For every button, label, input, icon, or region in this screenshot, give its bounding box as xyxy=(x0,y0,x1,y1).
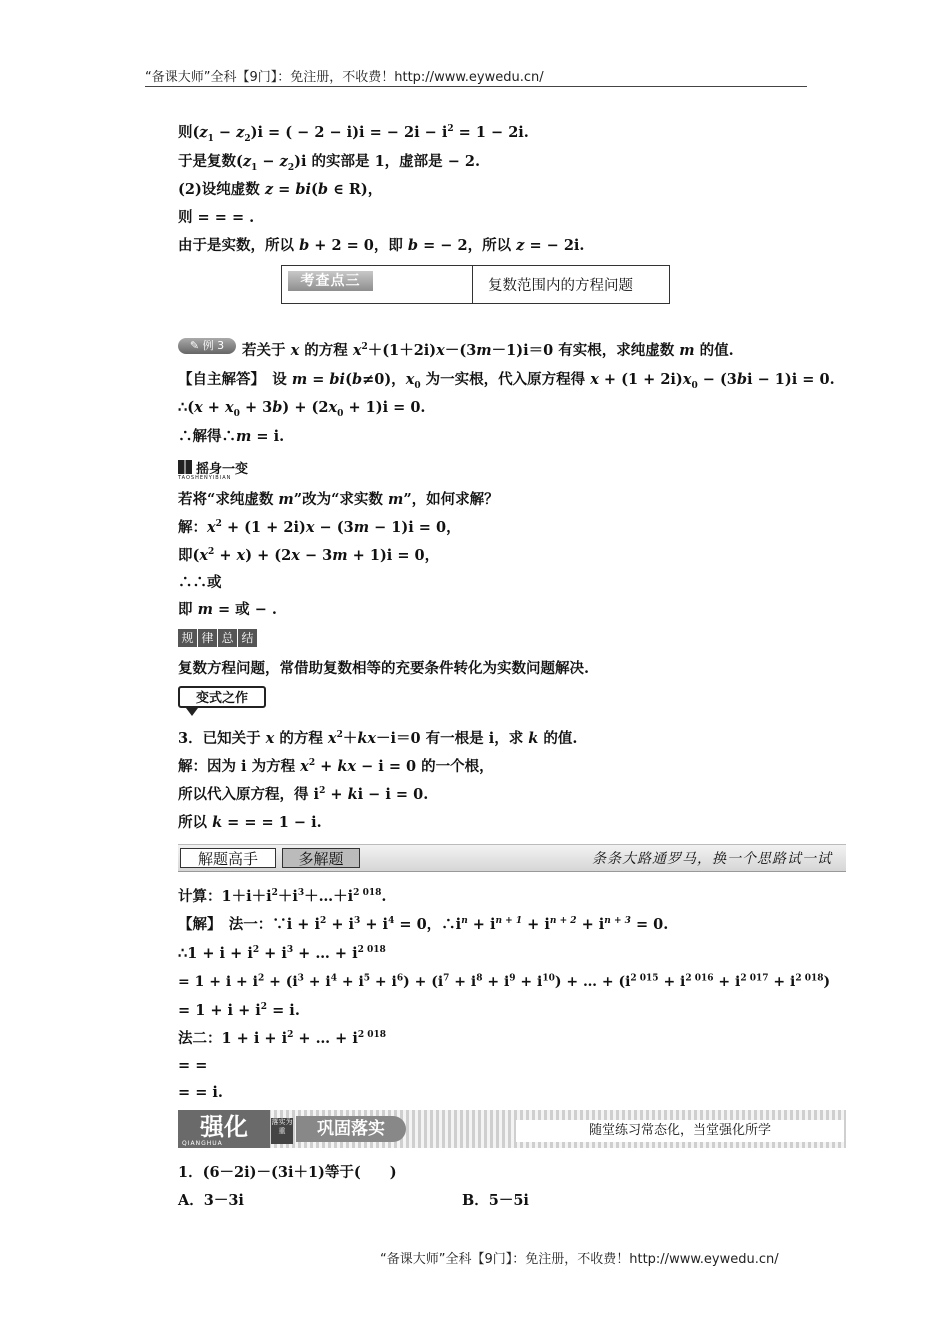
method-2-line-3: = = i. xyxy=(178,1084,223,1101)
example-answer-1: 【自主解答】 设 m = bi(b≠0)，$x_0$ 为一实根，代入原方程得 $x + (1 + 2i)x_0 - (3bi - 1)i = 0$. xyxy=(178,371,835,391)
kaodian-divider xyxy=(472,266,473,303)
method-2-line-2: = = xyxy=(178,1057,208,1074)
method-1-line-2: ∴1 + $i + i^2 + i^3$ + … + $i^{2 018}$ xyxy=(178,945,386,962)
qianghua-slogan: 随堂练习常态化，当堂强化所学 xyxy=(516,1120,844,1142)
duojie-label: 多解题 xyxy=(282,848,360,868)
jieti-slogan: 条条大路通罗马，换一个思路试一试 xyxy=(592,851,832,867)
bianshi-question: 3．已知关于 x 的方程 $x^2+kx-i=0$ 有一根是 i，求 k 的值. xyxy=(178,730,578,747)
page-header: “备课大师”全科【9门】：免注册，不收费！http://www.eywedu.cn/ xyxy=(145,70,544,85)
line-z1z2-product: 则$(z_1 - z_2)i$ = ( − 2 − i)i = − $2i - i^2 = 1 - 2i$. xyxy=(178,124,529,144)
example-answer-2: ∴(x + $x_0 + 3b) + (2x_0 + 1)i = 0$. xyxy=(178,399,426,419)
taoshen-step-4: 即 m = 或 − . xyxy=(178,601,277,618)
taoshen-step-2: 即$(x^2 + x) + (2x - 3m + 1)i = 0$， xyxy=(178,547,440,564)
taoshen-question: 若将“求纯虚数 m”改为“求实数 m”，如何求解？ xyxy=(178,491,499,508)
method-1-line-1: 【解】 法一：∵i + $i^2 + i^3 + i^4 = 0$，$\therefore i^n + i^{n + 1} + i^{n + 2} + i^{n + 3} = 0$. xyxy=(178,916,669,933)
line-since-real: 由于是实数，所以 b + 2 = 0，即 b = − 2，所以 z = − 2i. xyxy=(178,237,585,254)
gonggu-label: 巩固落实 xyxy=(296,1116,406,1142)
guilv-label: 规 律 总 结 xyxy=(178,629,257,647)
jieti-question: 计算：$1+i+i^2+i^3+\dots+i^{2 018}$. xyxy=(178,888,387,905)
guilv-text: 复数方程问题，常借助复数相等的充要条件转化为实数问题解决. xyxy=(178,660,590,677)
exercise-1-question: 1．(6－2i)－(3i＋1)等于( ) xyxy=(178,1164,397,1181)
method-1-line-4: = $1 + i + i^2 = i$. xyxy=(178,1002,300,1019)
exercise-1-option-b: B．5－5i xyxy=(462,1192,529,1209)
kaodian-label: 考查点三 xyxy=(288,271,373,291)
line-real-imag-part: 于是复数$(z_1 - z_2)i$ 的实部是 1，虚部是 − 2. xyxy=(178,153,481,173)
qianghua-bar xyxy=(178,1110,846,1148)
bianshi-label: 变式之作 xyxy=(178,686,270,718)
method-1-line-3: = $1 + i + i^2 + (i^3 + i^4 + i^5 + i^6) + (i^7 + i^8 + i^9 + i^{10})$ + … + $(i^{2 015} + i^{2 016} + i^{2 017} + i^{2 018})$ xyxy=(178,973,831,990)
line-pure-imaginary: (2)设纯虚数 z = bi(b ∈ R)， xyxy=(178,181,383,198)
pointer-icon xyxy=(186,708,198,716)
taoshen-step-1: 解：$x^2 + (1 + 2i)x - (3m - 1)i = 0$， xyxy=(178,519,461,536)
kaodian-box xyxy=(281,265,670,304)
qianghua-label: 强化 xyxy=(178,1110,270,1148)
example-answer-3: ∴解得∴m = i. xyxy=(178,428,285,445)
jieti-bar xyxy=(178,844,846,872)
example-badge: ✎ 例 3 xyxy=(178,338,236,354)
header-divider xyxy=(145,86,807,87)
method-2-line-1: 法二：$1 + i + i^2$ + … + $i^{2 018}$ xyxy=(178,1030,387,1047)
exercise-1-option-a: A．3－3i xyxy=(178,1192,244,1209)
jieti-label: 解题高手 xyxy=(180,848,276,868)
grid-icon xyxy=(178,460,192,474)
qianghua-small-label: 落实为重 xyxy=(271,1118,293,1144)
line-then: 则 = = = . xyxy=(178,209,255,226)
bianshi-step-1: 解：因为 i 为方程 $x^2$ + kx − i = 0 的一个根， xyxy=(178,758,494,775)
bianshi-step-3: 所以 k = = = 1 − i. xyxy=(178,814,322,831)
qianghua-pinyin: QIANGHUA xyxy=(182,1140,223,1147)
taoshen-header: 摇身一变 TAOSHENYIBIAN xyxy=(178,462,249,481)
page-footer: “备课大师”全科【9门】：免注册，不收费！http://www.eywedu.cn/ xyxy=(380,1252,779,1267)
kaodian-title: 复数范围内的方程问题 xyxy=(488,278,633,294)
taoshen-step-3: ∴∴或 xyxy=(178,574,222,591)
example-question: 若关于 x 的方程 $x^2+(1+2i)x-(3m-1)i=0$ 有实根，求纯虚数 m 的值. xyxy=(242,342,734,359)
bianshi-step-2: 所以代入原方程，得 $i^2$ + ki − i = 0. xyxy=(178,786,429,803)
